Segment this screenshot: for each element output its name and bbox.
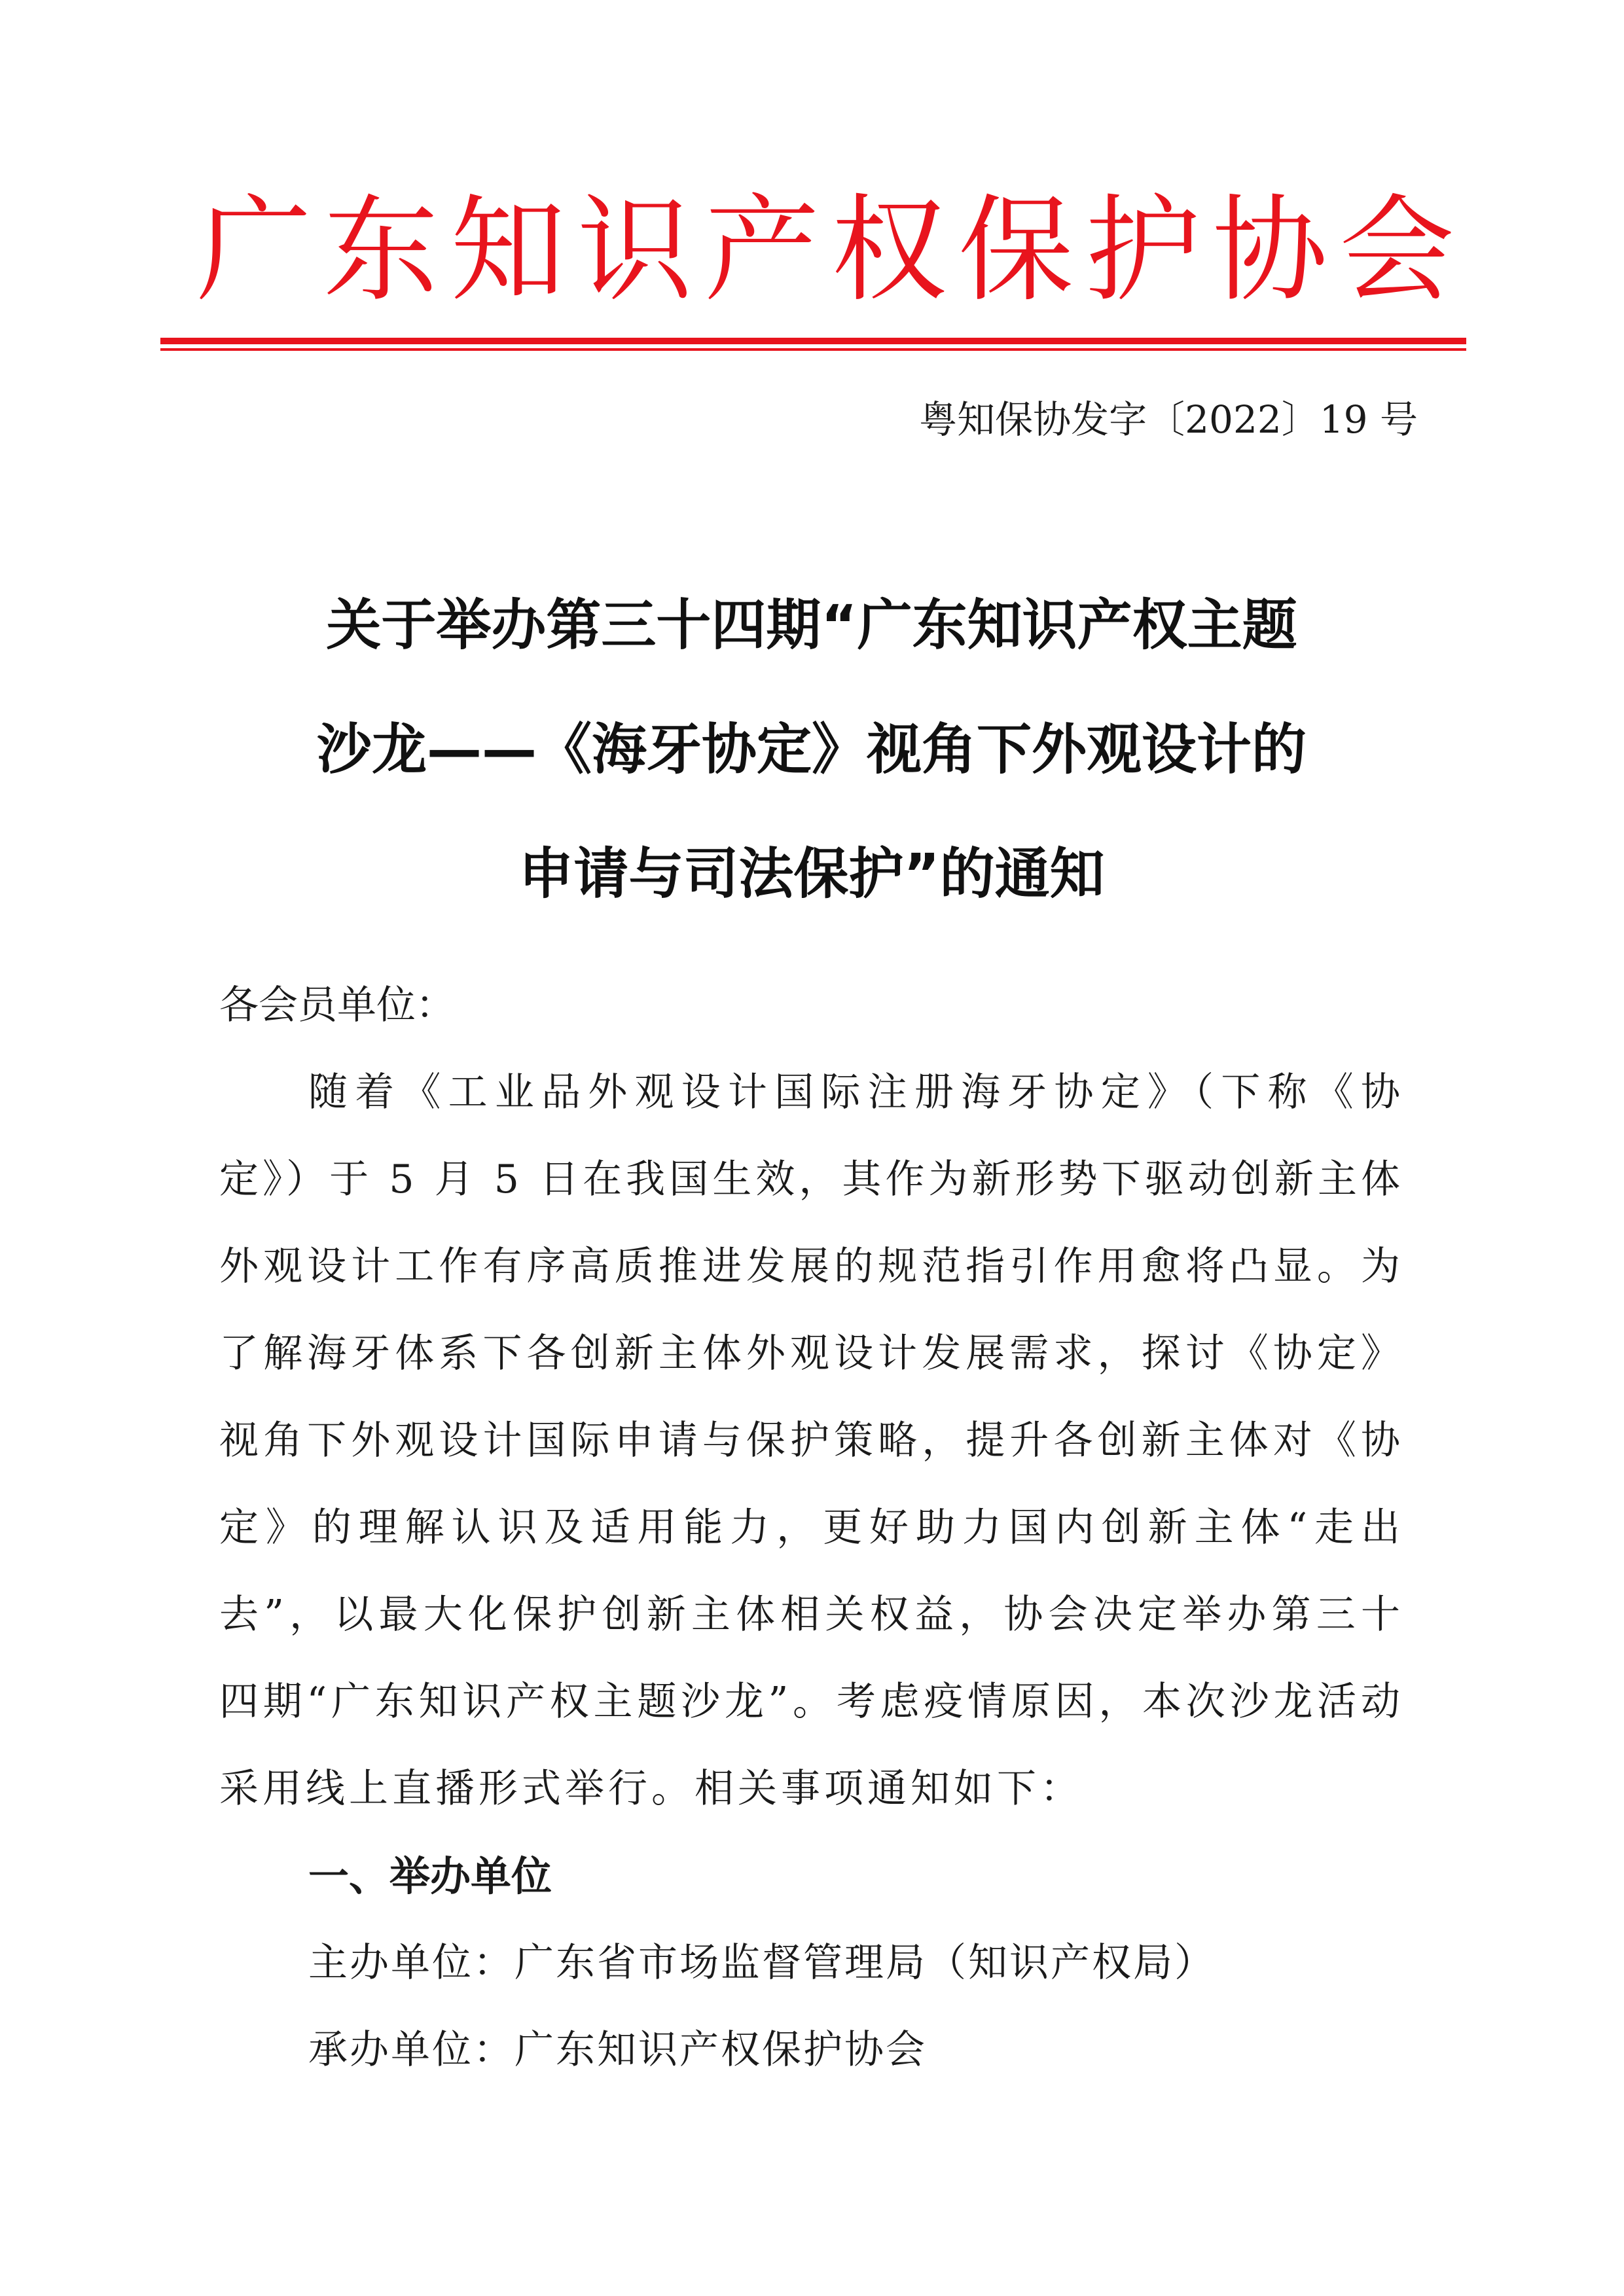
title-line-1: 关于举办第三十四期“广东知识产权主题 <box>326 593 1297 657</box>
organization-masthead: 广东知识产权保护协会 <box>196 183 1467 317</box>
intro-paragraph: 随着《工业品外观设计国际注册海牙协定》（下称《协定》）于 5 月 5 日在我国生效，其作为新形势下驱动创新主体外观设计工作有序高质推进发展的规范指引作用愈将凸显。为了解海牙体系下各创新主体外观设计发展需求，探讨《协定》视角下外观设计国际申请与保护策略，提升各创新主体对《协定》的理解认识及适用能力，更好助力国内创新主体“走出去”，以最大化保护创新主体相关权益，协会决定举办第三十四期“广东知识产权主题沙龙”。考虑疫情原因，本次沙龙活动采用线上直播形式举行。相关事项通知如下： <box>219 1069 1404 1812</box>
section-heading-hosts: 一、举办单位 <box>308 1852 552 1900</box>
masthead-rule-thin <box>160 348 1466 351</box>
masthead-rule-thick <box>160 338 1466 344</box>
organizer-unit-line: 承办单位：广东知识产权保护协会 <box>308 2027 927 2073</box>
document-body <box>219 962 1404 2094</box>
document-number: 粤知保协发字〔2022〕19 号 <box>919 397 1418 442</box>
host-unit-line: 主办单位：广东省市场监督管理局（知识产权局） <box>308 1940 1216 1986</box>
salutation: 各会员单位： <box>219 982 455 1028</box>
title-line-2: 沙龙——《海牙协定》视角下外观设计的 <box>316 717 1307 781</box>
document-title <box>196 563 1427 936</box>
title-line-3: 申请与司法保护”的通知 <box>518 842 1105 906</box>
